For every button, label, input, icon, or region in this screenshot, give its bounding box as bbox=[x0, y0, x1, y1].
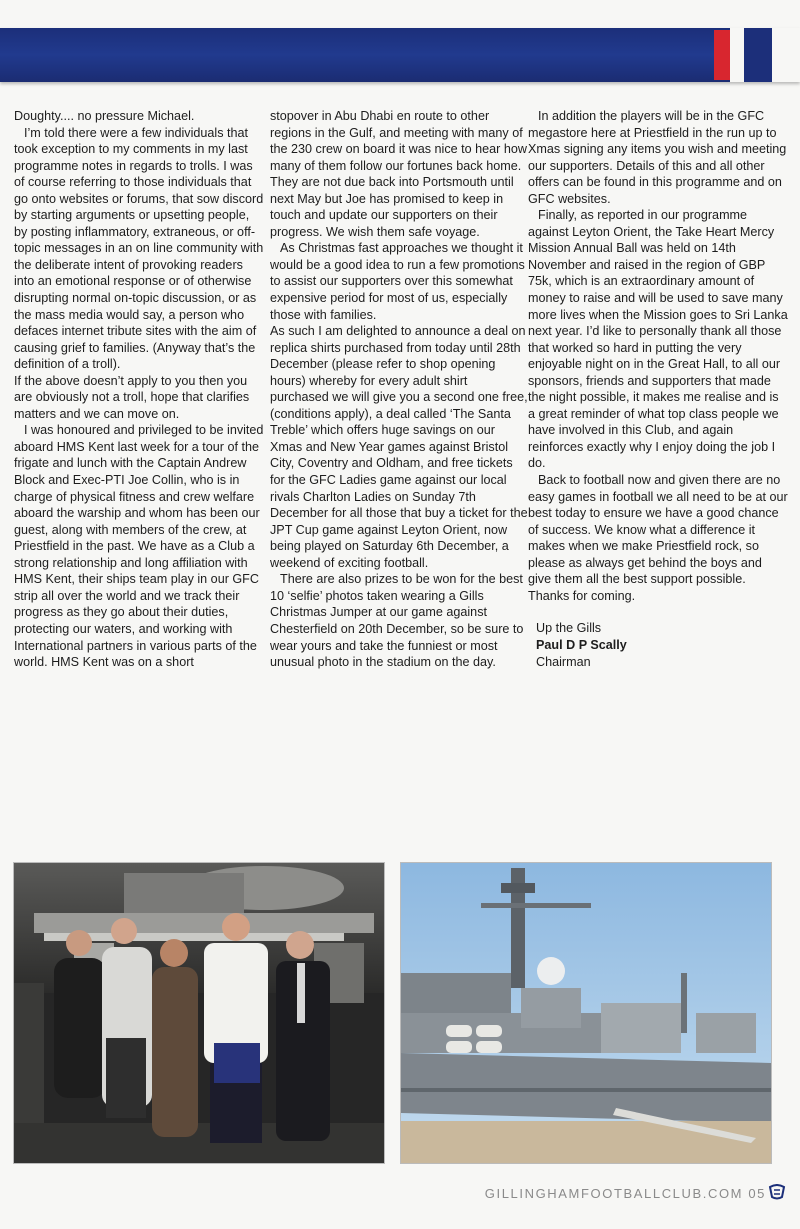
article-column-1 bbox=[14, 108, 266, 671]
paragraph: stopover in Abu Dhabi en route to other regions in the Gulf, and meeting with many of the 230 crew on board it was nice to hear how many of them follow our fortunes back home. They are not due back into Portsmouth until next May but Joe has promised to keep in touch and update our supporters on their progress. We wish them safe voyage. bbox=[270, 109, 527, 239]
header-band bbox=[0, 28, 800, 82]
header-right-cap bbox=[772, 28, 800, 82]
footer-site: GILLINGHAMFOOTBALLCLUB.COM bbox=[484, 1186, 744, 1201]
paragraph: Doughty.... no pressure Michael. bbox=[14, 109, 195, 123]
paragraph: If the above doesn’t apply to you then you are obviously not a troll, hope that clarifies matters and we can move on. bbox=[14, 373, 250, 421]
frigate-illustration bbox=[401, 863, 771, 1163]
paragraph: As such I am delighted to announce a deal on replica shirts purchased from today until 28th December (please refer to shop opening hours) whereby for every adult shirt purchased we will give you a second one free, (conditions apply), a deal called ‘The Santa Treble’ which offers huge savings on our Xmas and New Year games against Bristol City, Coventry and Oldham, and free tickets for the GFC Ladies game against our local rivals Charlton Ladies on Sunday 7th December for all those that buy a ticket for the JPT Cup game against Leyton Orient, now being played on Saturday 6th December, a weekend of exciting football. bbox=[270, 324, 528, 570]
club-logo-icon bbox=[768, 1184, 786, 1200]
signoff-name: Paul D P Scally bbox=[536, 637, 627, 652]
article-column-3 bbox=[528, 108, 788, 670]
article-column-2 bbox=[270, 108, 528, 671]
paragraph: I’m told there were a few individuals that took exception to my comments in my last programme notes in regards to trolls. I was of course referring to those individuals that go onto websites or forums, that sow discord by starting arguments or upsetting people, by posting inflammatory, extraneous, or off- topic messages in an on line community with the deliberate intent of provoking readers into an emotional response or of otherwise disrupting normal on-topic discussion, or as the mass media would say, a person who defaces internet tribute sites with the aim of causing grief to families. (Anyway that’s the definition of a troll). bbox=[14, 125, 264, 372]
crew-group-illustration bbox=[14, 863, 384, 1163]
header-white-gap bbox=[730, 28, 744, 82]
paragraph: Finally, as reported in our programme against Leyton Orient, the Take Heart Mercy Mission Annual Ball was held on 14th November and raised in the region of GBP 75k, which is an extraordinary amount of money to raise and will be used to save many more lives when the Mission goes to Sri Lanka next year. I’d like to personally thank all those that worked so hard in putting the very enjoyable night on in the Great Hall, to all our sponsors, friends and supporters that made the night possible, it makes me realise and is a great reminder of what top class people we have involved in this Club, and again reinforces exactly why I enjoy doing the job I do. bbox=[528, 208, 788, 471]
header-blue-stripe bbox=[744, 28, 772, 82]
paragraph: There are also prizes to be won for the best 10 ‘selfie’ photos taken wearing a Gills Christmas Jumper at our game against Chesterfield on 20th December, so be sure to wear yours and take the funniest or most unusual photo in the stadium on the day. bbox=[270, 572, 524, 670]
page-number: 05 bbox=[748, 1186, 766, 1201]
crew-group-photo bbox=[13, 862, 385, 1164]
paragraph: Back to football now and given there are no easy games in football we all need to be at our best today to ensure we have a good chance of success. We know what a difference it makes when we make Priestfield rock, so please as always get behind the boys and give them all the best support possible. Thanks for coming. bbox=[528, 473, 788, 603]
paragraph: As Christmas fast approaches we thought it would be a good idea to run a few promotions to assist our supporters over this somewhat expensive period for most of us, especially those with families. bbox=[270, 241, 525, 322]
paragraph: In addition the players will be in the GFC megastore here at Priestfield in the run up to Xmas signing any items you wish and meeting our supporters. Details of this and all other offers can be found in this programme and on GFC websites. bbox=[528, 109, 787, 206]
header-red-stripe bbox=[714, 30, 730, 80]
signoff-line: Up the Gills bbox=[536, 621, 602, 636]
signoff bbox=[528, 620, 788, 670]
paragraph: I was honoured and privileged to be invited aboard HMS Kent last week for a tour of the frigate and lunch with the Captain Andrew Block and Exec-PTI Joe Collin, who is in charge of physical fitness and crew welfare aboard the warship and whom has been our guest, along with members of the crew, at Priestfield in the past. We have as a Club a strong relationship and long affiliation with HMS Kent, their ships team play in our GFC strip all over the world and we track their progress as they go about their duties, protecting our waters, and working with International partners in various parts of the world. HMS Kent was on a short bbox=[14, 423, 264, 670]
page-footer bbox=[485, 1186, 766, 1201]
signoff-title: Chairman bbox=[536, 654, 591, 669]
hms-kent-photo bbox=[400, 862, 772, 1164]
